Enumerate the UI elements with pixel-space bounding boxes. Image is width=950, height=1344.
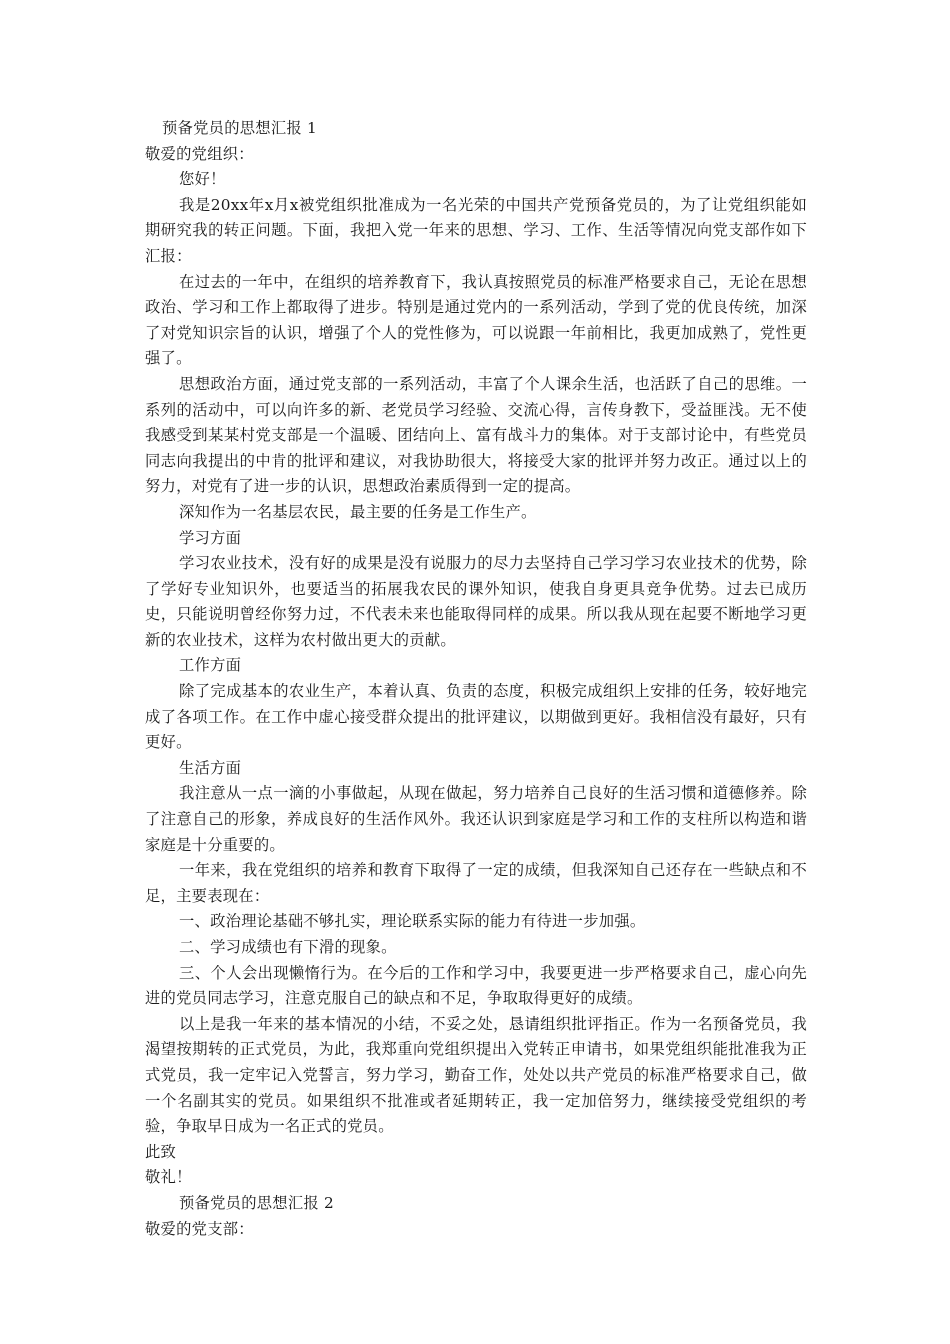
list-item: 三、个人会出现懒惰行为。在今后的工作和学习中，我要更进一步严格要求自己，虚心向先进的党员同志学习，注意克服自己的缺点和不足，争取取得更好的成绩。: [145, 963, 807, 1008]
section-heading-life: 生活方面: [179, 758, 242, 777]
paragraph: 我注意从一点一滴的小事做起，从现在做起，努力培养自己良好的生活习惯和道德修养。除了注意自己的形象，养成良好的生活作风外。我还认识到家庭是学习和工作的支柱所以构造和谐家庭是十分重要的。: [145, 784, 807, 854]
section-heading-study: 学习方面: [179, 528, 242, 547]
closing-line-1: 此致: [145, 1142, 177, 1161]
paragraph: 深知作为一名基层农民，最主要的任务是工作生产。: [179, 502, 537, 521]
paragraph: 在过去的一年中，在组织的培养教育下，我认真按照党员的标准严格要求自己，无论在思想政治、学习和工作上都取得了进步。特别是通过党内的一系列活动，学到了党的优良传统，加深了对党知识宗旨的认识，增强了个人的党性修为，可以说跟一年前相比，我更加成熟了，党性更强了。: [145, 272, 807, 368]
list-item: 二、学习成绩也有下滑的现象。: [179, 938, 397, 956]
section-heading-work: 工作方面: [179, 656, 242, 675]
greeting: 您好！: [179, 170, 226, 189]
paragraph: 以上是我一年来的基本情况的小结，不妥之处，恳请组织批评指正。作为一名预备党员，我渴望按期转的正式党员，为此，我郑重向党组织提出入党转正申请书，如果党组织能批准我为正式党员，我一定牢记入党誓言，努力学习，勤奋工作，处处以共产党员的标准严格要求自己，做一个名副其实的党员。如果组织不批准或者延期转正，我一定加倍努力，继续接受党组织的考验，争取早日成为一名正式的党员。: [145, 1014, 807, 1136]
closing-line-2: 敬礼！: [145, 1168, 192, 1187]
paragraph: 一年来，我在党组织的培养和教育下取得了一定的成绩，但我深知自己还存在一些缺点和不足，主要表现在：: [145, 861, 807, 905]
salutation-1: 敬爱的党组织：: [145, 144, 254, 163]
report-title-2: 预备党员的思想汇报 2: [179, 1193, 335, 1212]
document-page: [145, 116, 807, 1242]
paragraph: 学习农业技术，没有好的成果是没有说服力的尽力去坚持自己学习学习农业技术的优势，除了学好专业知识外，也要适当的拓展我农民的课外知识，使我自身更具竞争优势。过去已成历史，只能说明曾经你努力过，不代表未来也能取得同样的成果。所以我从现在起要不断地学习更新的农业技术，这样为农村做出更大的贡献。: [145, 554, 807, 649]
salutation-2: 敬爱的党支部：: [145, 1219, 254, 1238]
paragraph: 思想政治方面，通过党支部的一系列活动，丰富了个人课余生活，也活跃了自己的思维。一系列的活动中，可以向许多的新、老党员学习经验、交流心得，言传身教下，受益匪浅。无不使我感受到某某村党支部是一个温暖、团结向上、富有战斗力的集体。对于支部讨论中，有些党员同志向我提出的中肯的批评和建议，对我协助很大，将接受大家的批评并努力改正。通过以上的努力，对党有了进一步的认识，思想政治素质得到一定的提高。: [145, 374, 807, 496]
list-item: 一、政治理论基础不够扎实，理论联系实际的能力有待进一步加强。: [179, 912, 646, 931]
report-title-1: 预备党员的思想汇报 1: [162, 119, 318, 137]
paragraph: 我是20xx年x月x被党组织批准成为一名光荣的中国共产党预备党员的，为了让党组织能如期研究我的转正问题。下面，我把入党一年来的思想、学习、工作、生活等情况向党支部作如下汇报：: [145, 195, 807, 265]
paragraph: 除了完成基本的农业生产，本着认真、负责的态度，积极完成组织上安排的任务，较好地完成了各项工作。在工作中虚心接受群众提出的批评建议，以期做到更好。我相信没有最好，只有更好。: [145, 682, 807, 752]
